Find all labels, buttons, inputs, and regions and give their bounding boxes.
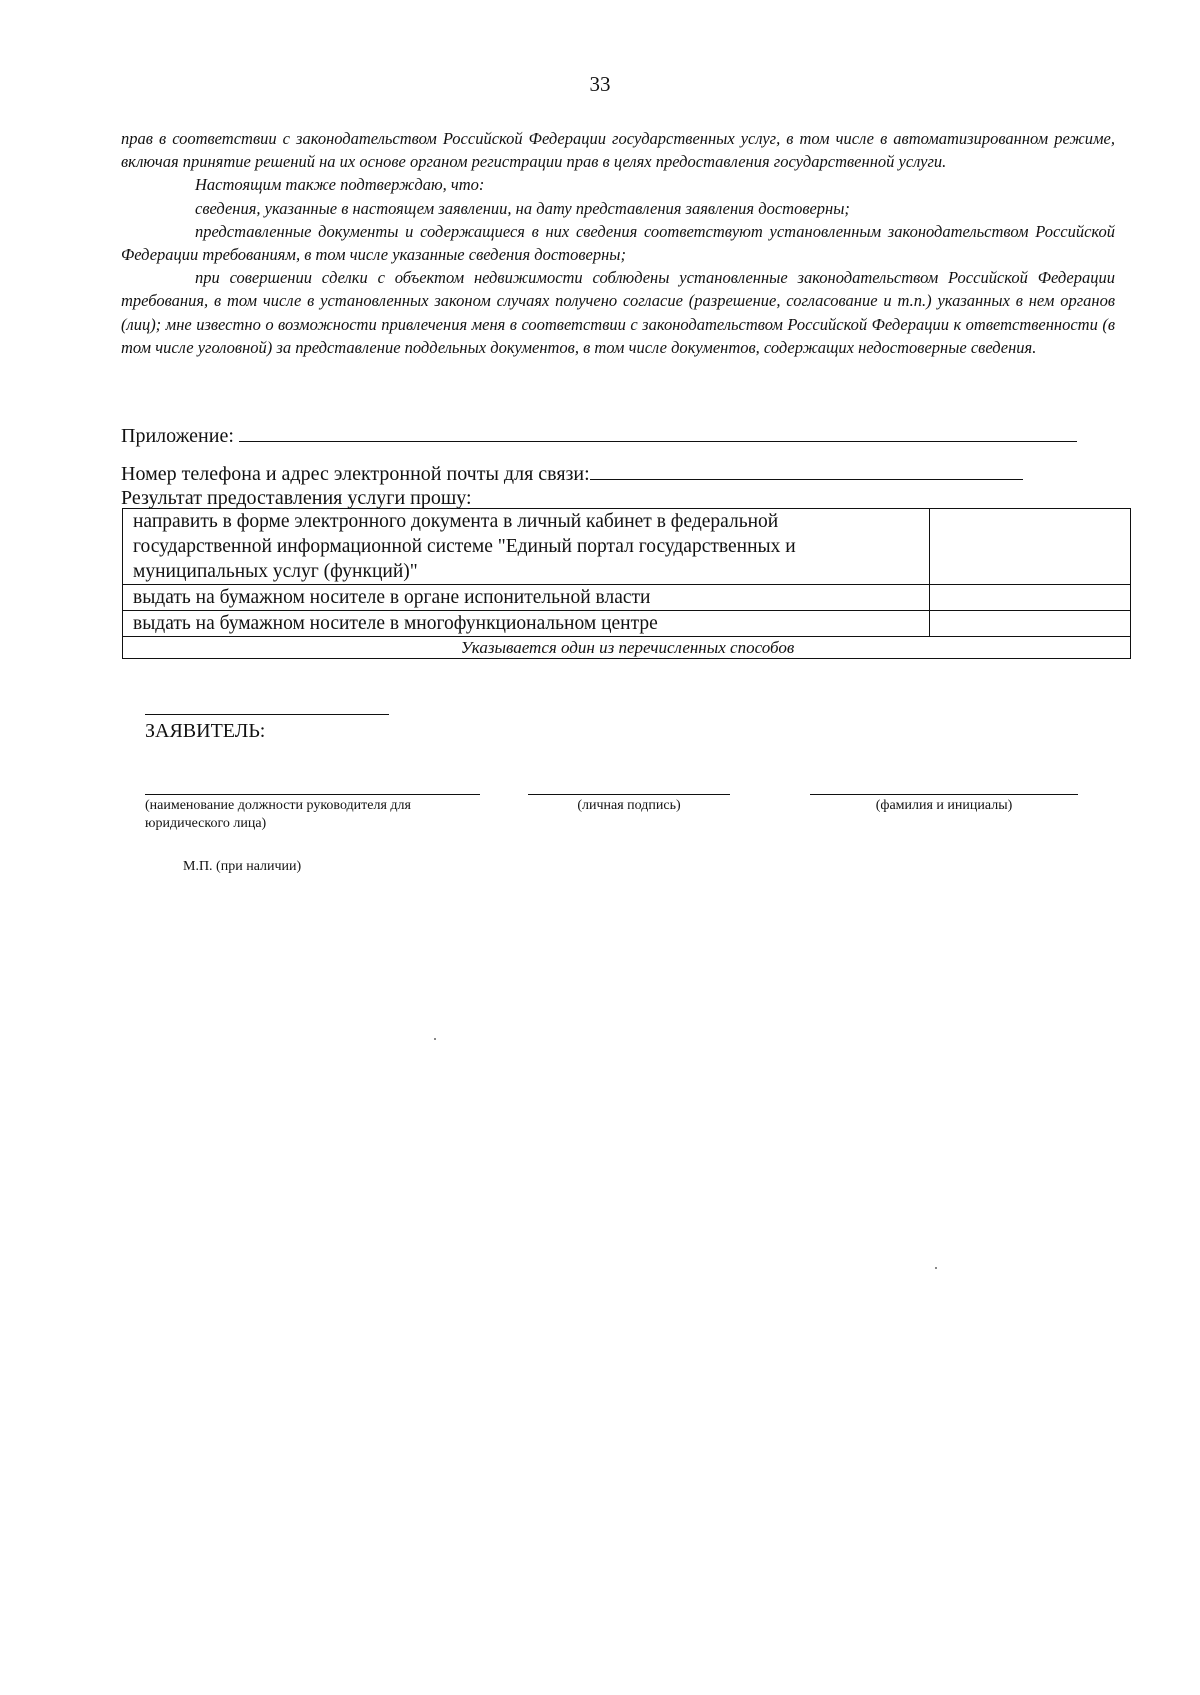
applicant-title: ЗАЯВИТЕЛЬ:	[145, 720, 266, 742]
declaration-paragraph: прав в соответствии с законодательством Российской Федерации государственных услуг, в том числе в автоматизированном режиме, включая принятие решений на их основе органом регистрации прав в целях предоставления государственной услуги.	[121, 129, 1115, 172]
contact-field[interactable]	[590, 463, 1023, 480]
declaration-paragraph: сведения, указанные в настоящем заявлении, на дату представления заявления достоверны;	[195, 198, 850, 218]
table-row	[123, 509, 1131, 585]
contact-label: Номер телефона и адрес электронной почты для связи:	[121, 463, 590, 485]
signature-caption: (личная подпись)	[577, 798, 681, 813]
option-electronic: направить в форме электронного документа в личный кабинет в федеральной государственной информационной системе "Единый портал государственных и муниципальных услуг (функций)"	[123, 509, 930, 585]
declaration-paragraph: представленные документы и содержащиеся в них сведения соответствуют установленным законодательством Российской Федерации требованиям, в том числе указанные сведения достоверны;	[121, 221, 1115, 265]
result-label: Результат предоставления услуги прошу:	[121, 487, 472, 509]
personal-signature-line[interactable]	[528, 794, 730, 795]
name-caption: (фамилия и инициалы)	[875, 798, 1013, 813]
position-caption: (наименование должности руководителя для юридического лица)	[145, 798, 411, 831]
divider	[145, 714, 389, 715]
declaration-text	[121, 127, 1115, 359]
name-signature-line[interactable]	[810, 794, 1078, 795]
scan-speck	[434, 1038, 436, 1040]
option-paper-authority-checkbox[interactable]	[930, 585, 1131, 611]
attachment-label: Приложение:	[121, 425, 234, 447]
option-electronic-checkbox[interactable]	[930, 509, 1131, 585]
declaration-paragraph: при совершении сделки с объектом недвижимости соблюдены установленные законодательством Российской Федерации требования, в том числе в установленных законом случаях получено согласие (разрешение, согласование и т.п.) указанных в нем органов (лиц); мне известно о возможности привлечения меня в соответствии с законодательством Российской Федерации к ответственности (в том числе уголовной) за представление поддельных документов, в том числе документов, содержащих недостоверные сведения.	[121, 268, 1115, 357]
scan-speck	[935, 1267, 937, 1269]
attachment-field[interactable]	[239, 425, 1077, 442]
option-paper-mfc-checkbox[interactable]	[930, 611, 1131, 637]
declaration-paragraph: Настоящим также подтверждаю, что:	[195, 175, 485, 195]
stamp-label: М.П. (при наличии)	[183, 859, 302, 874]
option-paper-mfc: выдать на бумажном носителе в многофункциональном центре	[123, 611, 930, 637]
table-note: Указывается один из перечисленных способов	[123, 637, 1131, 659]
page-number: 33	[589, 72, 611, 96]
table-row	[123, 637, 1131, 659]
attachment-row	[121, 424, 1077, 448]
result-options-table	[122, 508, 1131, 659]
contact-row	[121, 462, 1023, 486]
option-paper-authority: выдать на бумажном носителе в органе испонительной власти	[123, 585, 930, 611]
position-signature-line[interactable]	[145, 794, 480, 795]
table-row	[123, 611, 1131, 637]
table-row	[123, 585, 1131, 611]
